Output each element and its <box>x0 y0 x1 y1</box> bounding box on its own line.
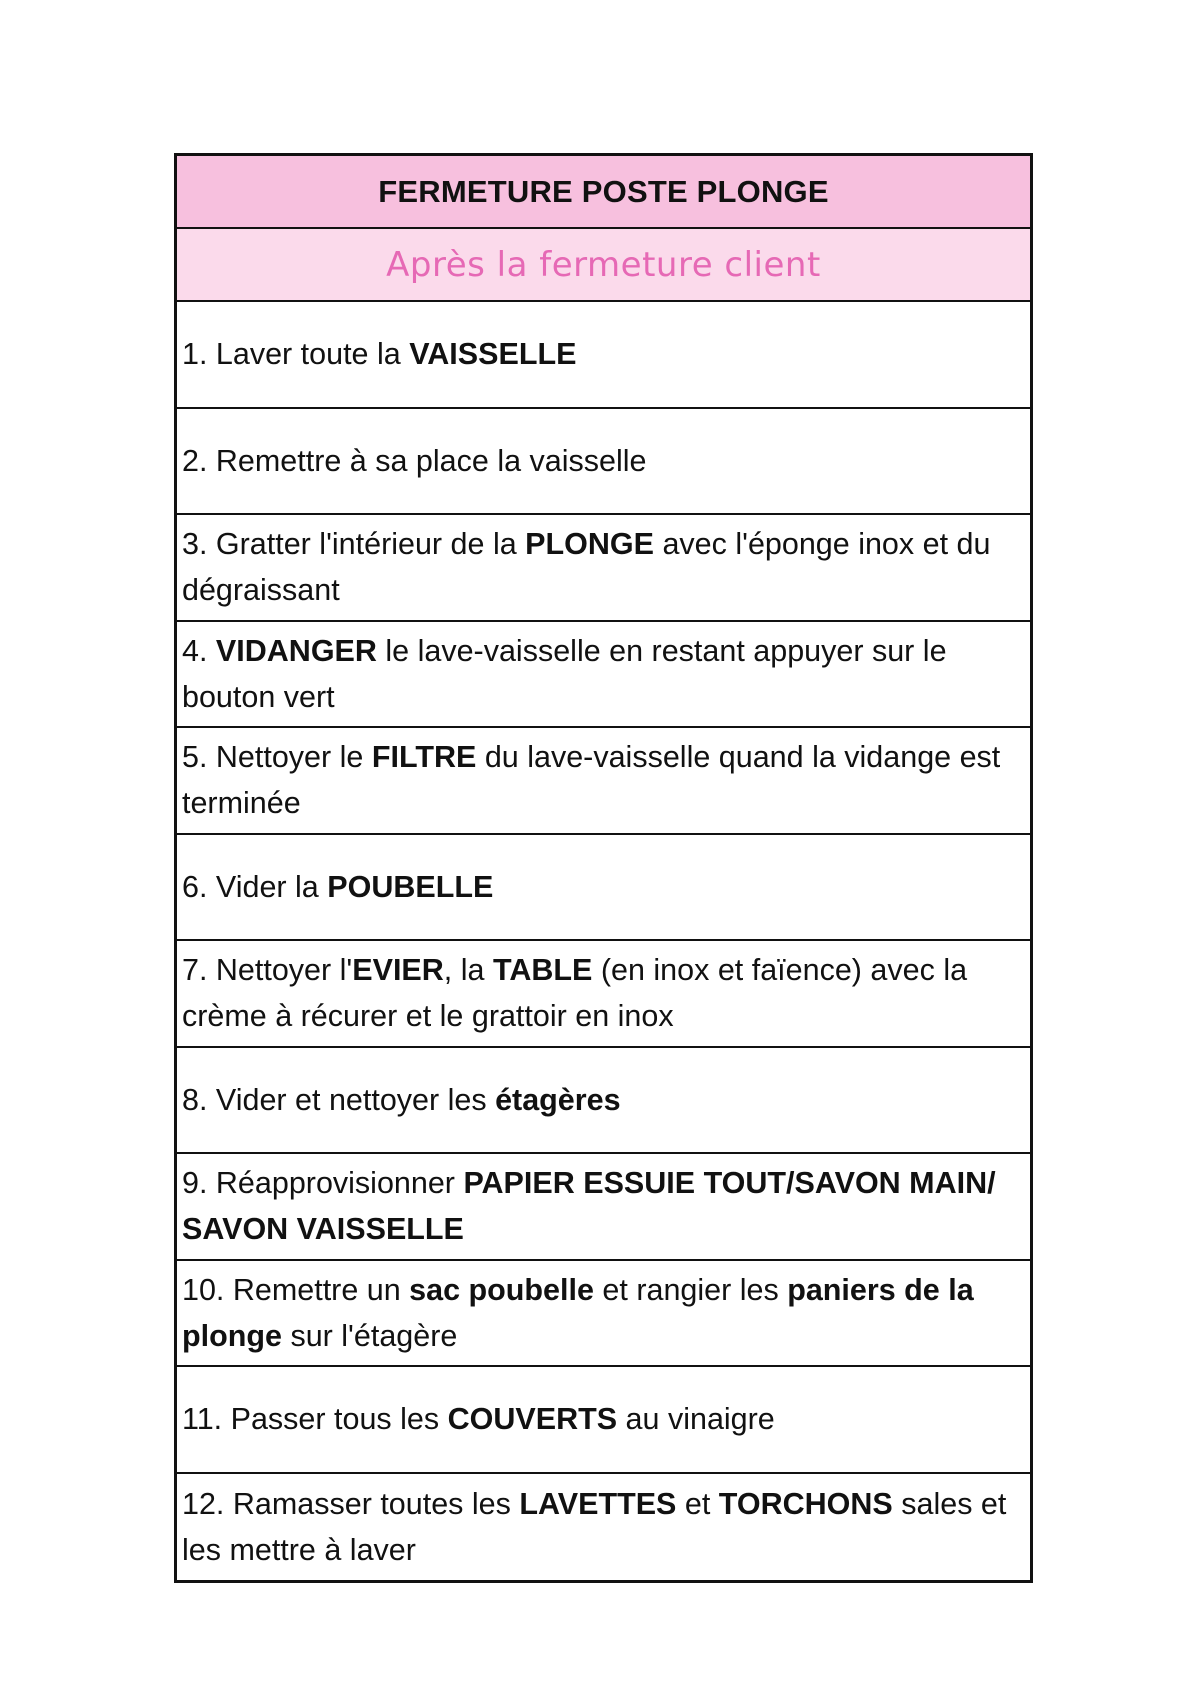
task-text-plain: , la <box>443 953 493 988</box>
task-text-bold: LAVETTES <box>519 1486 677 1521</box>
task-row <box>177 728 1030 835</box>
task-text <box>182 331 576 377</box>
table-title: FERMETURE POSTE PLONGE <box>378 173 829 209</box>
task-text-plain: 5. Nettoyer le <box>182 740 372 775</box>
task-text-bold: VIDANGER <box>215 633 377 668</box>
task-text <box>182 1077 621 1123</box>
task-text-plain: 12. Ramasser toutes les <box>182 1486 520 1521</box>
task-text <box>182 628 1026 720</box>
task-text-bold: TORCHONS <box>718 1486 893 1521</box>
task-row <box>177 622 1030 729</box>
task-text-plain: 8. Vider et nettoyer les <box>182 1082 496 1117</box>
task-text <box>182 947 1026 1039</box>
task-text-bold: PLONGE <box>525 527 654 562</box>
task-text-bold: TABLE <box>492 953 593 988</box>
task-text-bold: FILTRE <box>371 740 477 775</box>
task-text-plain: 3. Gratter l'intérieur de la <box>182 527 526 562</box>
task-text-bold: sac poubelle <box>409 1272 594 1307</box>
task-row <box>177 1261 1030 1368</box>
table-title-row <box>177 156 1030 229</box>
task-row <box>177 409 1030 516</box>
table-subtitle: Après la fermeture client <box>386 244 821 285</box>
task-row <box>177 302 1030 409</box>
task-row <box>177 1048 1030 1155</box>
task-text-plain: avec l'éponge inox et du dégraissant <box>182 527 991 608</box>
task-row <box>177 1154 1030 1261</box>
task-text <box>182 1267 1026 1359</box>
task-text-plain: 6. Vider la <box>182 869 328 904</box>
task-text-bold: POUBELLE <box>327 869 494 904</box>
task-text-plain: 11. Passer tous les <box>182 1402 448 1437</box>
task-text-plain: 9. Réapprovisionner <box>182 1166 464 1201</box>
task-text-plain: et rangier les <box>593 1272 788 1307</box>
task-text <box>182 521 1026 613</box>
task-text-plain: 10. Remettre un <box>182 1272 410 1307</box>
task-text-plain: et <box>676 1486 719 1521</box>
task-text-plain: (en inox et faïence) avec la crème à récurer et le grattoir en inox <box>182 953 968 1034</box>
task-row <box>177 1367 1030 1474</box>
task-row <box>177 835 1030 942</box>
task-text-plain: au vinaigre <box>617 1402 775 1437</box>
task-text <box>182 438 647 484</box>
task-text-bold: paniers de la plonge <box>182 1272 974 1353</box>
task-text-bold: COUVERTS <box>447 1402 618 1437</box>
task-row <box>177 515 1030 622</box>
task-text-plain: sales et les mettre à laver <box>182 1486 1007 1567</box>
task-text-plain: 4. <box>182 633 216 668</box>
task-text <box>182 734 1026 826</box>
task-text-plain: du lave-vaisselle quand la vidange est terminée <box>182 740 1001 821</box>
task-text <box>182 1396 775 1442</box>
task-text-plain: 1. Laver toute la <box>182 337 410 372</box>
task-text <box>182 864 493 910</box>
task-text-plain: le lave-vaisselle en restant appuyer sur le bouton vert <box>182 633 947 714</box>
task-text-plain: 2. Remettre à sa place la vaisselle <box>182 443 647 478</box>
task-text-bold: étagères <box>495 1082 621 1117</box>
task-text <box>182 1160 1026 1252</box>
task-text-plain: 7. Nettoyer l' <box>182 953 353 988</box>
task-text-plain: sur l'étagère <box>281 1318 458 1353</box>
task-text-bold: PAPIER ESSUIE TOUT/SAVON MAIN/ SAVON VAISSELLE <box>182 1166 996 1247</box>
task-row <box>177 1474 1030 1581</box>
task-text <box>182 1481 1026 1573</box>
task-row <box>177 941 1030 1048</box>
task-text-bold: VAISSELLE <box>409 337 577 372</box>
checklist-table <box>174 153 1033 1583</box>
table-subtitle-row <box>177 229 1030 302</box>
task-text-bold: EVIER <box>352 953 444 988</box>
